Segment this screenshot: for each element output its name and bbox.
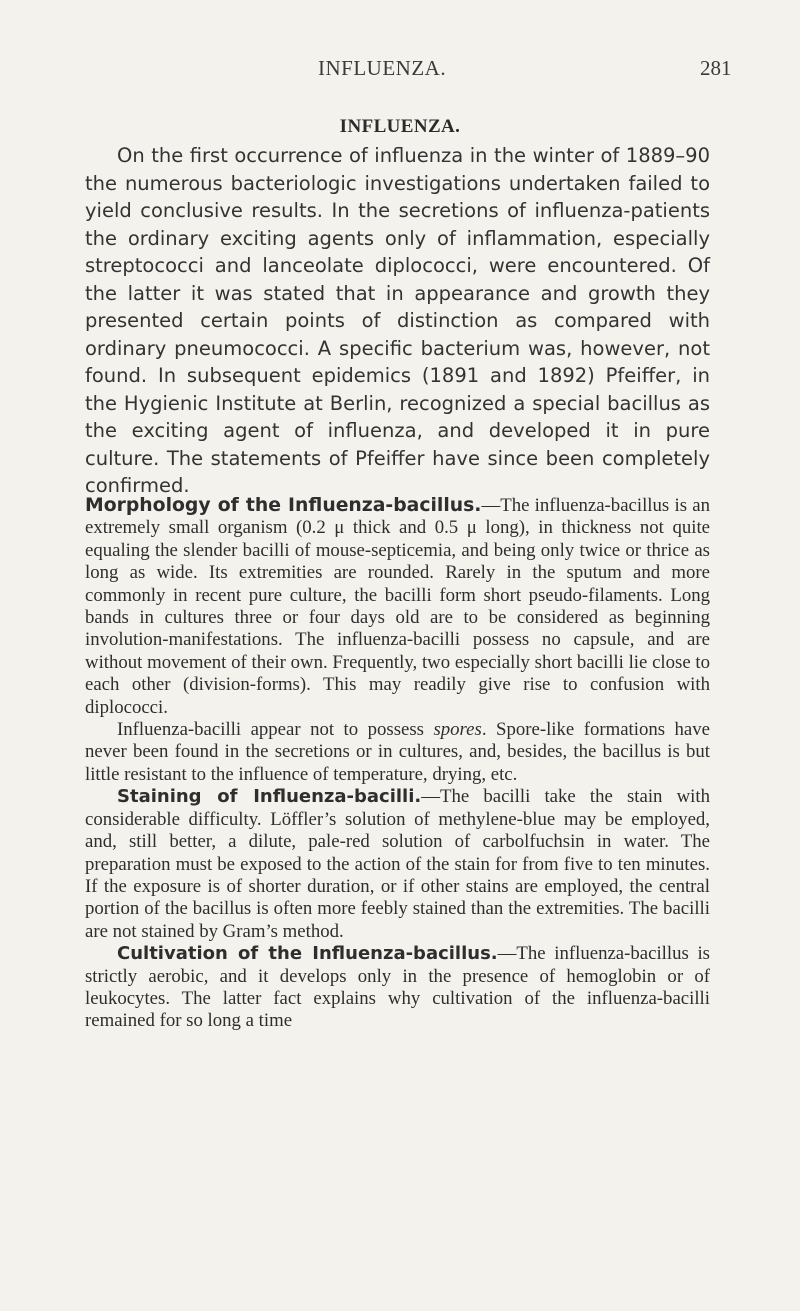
body-section (85, 495, 710, 1033)
spores-text-before: Influenza-bacilli appear not to possess (117, 719, 434, 741)
intro-section (85, 142, 710, 500)
spores-paragraph (85, 719, 710, 786)
running-title: INFLUENZA. (318, 56, 447, 80)
running-header (0, 56, 800, 86)
morphology-heading: Morphology of the Influenza-bacillus. (85, 495, 482, 516)
cultivation-text: —The influenza-bacillus is strictly aerobic, and it develops only in the presence of hemoglobin or of leukocytes. The latter fact explains why cultivation of the influenza-bacilli remained for so long a time (85, 943, 710, 1032)
spores-text-after: . Spore-like formations have never been found in the secretions or in cultures, and, besides, the bacillus is but little resistant to the influence of temperature, drying, etc. (85, 719, 710, 785)
intro-paragraph: On the first occurrence of influenza in the winter of 1889–90 the numerous bacteriologic investigations undertaken failed to yield conclusive results. In the secretions of influenza-patients the ordinary exciting agents only of inflammation, especially streptococci and lanceolate diplococci, were encountered. Of the latter it was stated that in appearance and growth they presented certain points of distinction as compared with ordinary pneumococci. A specific bacterium was, however, not found. In subsequent epidemics (1891 and 1892) Pfeiffer, in the Hygienic Institute at Berlin, recognized a special bacillus as the exciting agent of influenza, and developed it in pure culture. The statements of Pfeiffer have since been completely confirmed. (85, 144, 710, 497)
staining-heading: Staining of Influenza-bacilli. (117, 786, 422, 808)
page-number: 281 (700, 56, 732, 80)
chapter-title: INFLUENZA. (339, 116, 461, 137)
cultivation-paragraph (85, 943, 710, 1033)
spores-word: spores (433, 719, 482, 741)
staining-text: —The bacilli take the stain with considerable difficulty. Löffler’s solution of methylene-blue may be employed, and, still better, a dilute, pale-red solution of carbolfuchsin in water. The preparation must be exposed to the action of the stain for from five to ten minutes. If the exposure is of shorter duration, or if other stains are employed, the central portion of the bacillus is often more feebly stained than the extremities. The bacilli are not stained by Gram’s method. (85, 786, 710, 942)
cultivation-heading: Cultivation of the Influenza-bacillus. (117, 943, 498, 965)
morphology-text: —The influenza-bacillus is an extremely small organism (0.2 μ thick and 0.5 μ long), in thickness not quite equaling the slender bacilli of mouse-septicemia, and being only twice or thrice as long as wide. Its extremities are rounded. Rarely in the sputum and more commonly in recent pure culture, the bacilli form short pseudo-filaments. Long bands in cultures three or four days old are to be considered as beginning involution-manifestations. The influenza-bacilli possess no capsule, and are without movement of their own. Frequently, two especially short bacilli lie close to each other (division-forms). This may readily give rise to confusion with diplococci. (85, 495, 710, 718)
morphology-paragraph (85, 495, 710, 719)
staining-paragraph (85, 786, 710, 943)
